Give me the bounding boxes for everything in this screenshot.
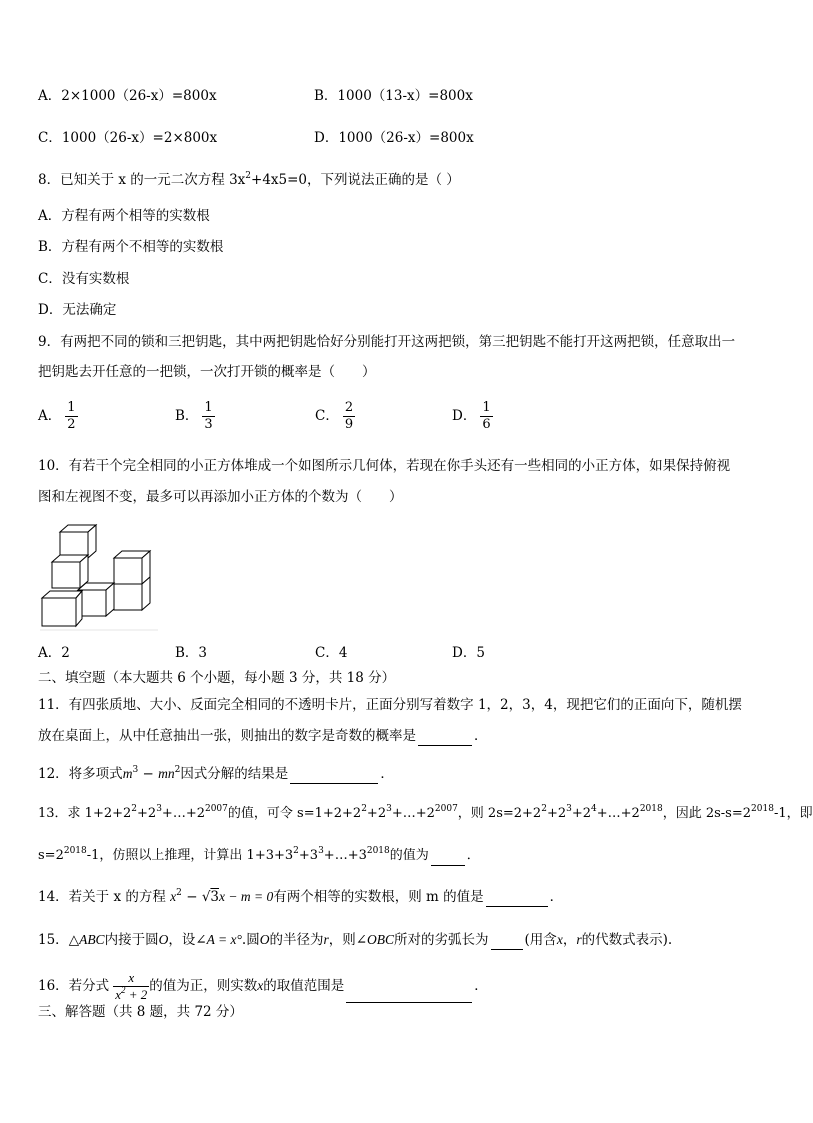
q10-stem-line1: 10．有若干个完全相同的小正方体堆成一个如图所示几何体，若现在你手头还有一些相同的小正方体，如果保持俯视 bbox=[38, 458, 731, 474]
q9-option-d: D． $\frac{1}{6}$ bbox=[452, 400, 491, 432]
cube bbox=[60, 525, 96, 558]
q9-stem-line1: 9．有两把不同的锁和三把钥匙，其中两把钥匙恰好分别能打开这两把锁，第三把钥匙不能打开这两把锁，任意取出一 bbox=[38, 334, 736, 350]
answer-blank bbox=[290, 769, 378, 784]
q13-stem-line2: $s=2^{2018}-1$，仿照以上推理，计算出 $1+3+3^2+3^3+\dots+3^{2018}$的值为 ． bbox=[38, 846, 480, 866]
q8-stem: 8．已知关于 x 的一元二次方程 $3x^2+4x5=0$，下列说法正确的是（ ） bbox=[38, 170, 460, 188]
q8-option-a: A．方程有两个相等的实数根 bbox=[38, 208, 210, 224]
section-answer-title: 三、解答题（共 8 题，共 72 分） bbox=[38, 1004, 243, 1020]
q10-option-c: C．4 bbox=[315, 645, 348, 661]
answer-blank bbox=[486, 892, 548, 907]
q11-stem-line2: 放在桌面上，从中任意抽出一张，则抽出的数字是奇数的概率是 ． bbox=[38, 728, 488, 744]
answer-blank bbox=[346, 988, 472, 1003]
q7-option-b: B．1000（13-x）=800x bbox=[314, 88, 473, 104]
cube bbox=[42, 591, 82, 626]
q9-option-a: A． $\frac{1}{2}$ bbox=[38, 400, 76, 432]
q7-option-c: C．1000（26-x）=2×800x bbox=[38, 130, 218, 146]
q10-option-d: D．5 bbox=[452, 645, 485, 661]
q7-option-a: A．2×1000（26-x）=800x bbox=[38, 88, 217, 104]
answer-blank bbox=[431, 851, 465, 866]
q10-option-a: A．2 bbox=[38, 645, 70, 661]
q8-option-c: C．没有实数根 bbox=[38, 271, 130, 287]
cube bbox=[52, 555, 88, 588]
q9-option-b: B． $\frac{1}{3}$ bbox=[175, 400, 213, 432]
q8-option-d: D．无法确定 bbox=[38, 302, 117, 318]
cube-stack-figure bbox=[40, 522, 160, 632]
fraction: $\frac{x}{x^2 + 2}$ bbox=[115, 970, 148, 1002]
answer-blank bbox=[418, 731, 472, 746]
q7-option-d: D．1000（26-x）=800x bbox=[314, 130, 474, 146]
q10-option-b: B．3 bbox=[175, 645, 208, 661]
section-fill-in-title: 二、填空题（本大题共 6 个小题，每小题 3 分，共 18 分） bbox=[38, 670, 396, 686]
sqrt-symbol: √3 bbox=[201, 889, 220, 905]
q9-option-c: C． $\frac{2}{9}$ bbox=[315, 400, 354, 432]
cube bbox=[114, 551, 150, 584]
answer-blank bbox=[491, 935, 523, 950]
q12-stem: 12．将多项式$m^3 - mn^2$因式分解的结果是 ． bbox=[38, 764, 394, 782]
q11-stem-line1: 11．有四张质地、大小、反面完全相同的不透明卡片，正面分别写着数字 1，2，3，4，现把它们的正面向下，随机摆 bbox=[38, 697, 742, 713]
q14-stem: 14．若关于 x 的方程 $x^2 - √3x - m = 0$有两个相等的实数根，则 m 的值是 ． bbox=[38, 887, 564, 905]
q13-stem-line1: 13．求 $1+2+2^2+2^3+\dots+2^{2007}$的值，可令 $s=1+2+2^2+2^3+\dots+2^{2007}$，则 $2s=2+2^2+2^3+2^4+\dots+2^{2018}$，因此 $2s-s=2^{2018}-1$，即 bbox=[38, 803, 813, 821]
q9-stem-line2: 把钥匙去开任意的一把锁，一次打开锁的概率是（ ） bbox=[38, 364, 376, 380]
q8-option-b: B．方程有两个不相等的实数根 bbox=[38, 239, 224, 255]
q10-stem-line2: 图和左视图不变，最多可以再添加小正方体的个数为（ ） bbox=[38, 489, 403, 505]
q16-stem: 16．若分式 $\frac{x}{x^2 + 2}$ 的值为正，则实数x的取值范围是 ． bbox=[38, 970, 488, 1002]
cube bbox=[78, 583, 114, 616]
q15-stem: 15．△ABC内接于圆O，设∠A = x°.圆O的半径为r，则∠OBC所对的劣弧长为 (用含x，r的代数式表示). bbox=[38, 932, 673, 948]
